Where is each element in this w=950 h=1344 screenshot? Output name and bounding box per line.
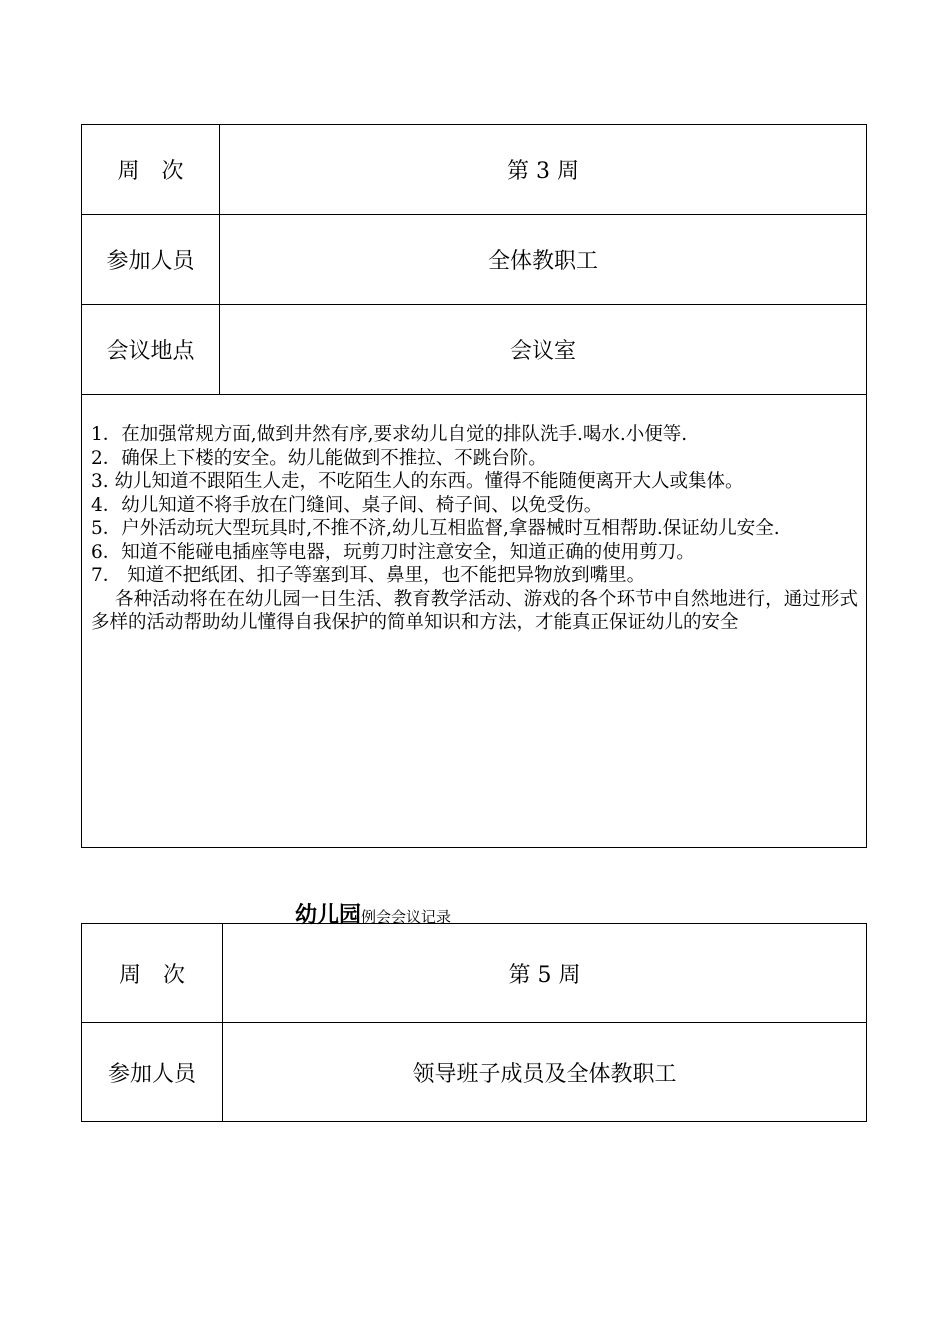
content-item-3: 3. 幼儿知道不跟陌生人走，不吃陌生人的东西。懂得不能随便离开大人或集体。 xyxy=(91,471,744,492)
week-label: 周 次 xyxy=(82,125,220,215)
content-item-6: 6．知道不能碰电插座等电器，玩剪刀时注意安全，知道正确的使用剪刀。 xyxy=(91,541,695,563)
attendees-label: 参加人员 xyxy=(82,215,220,305)
content-item-4: 4．幼儿知道不将手放在门缝间、桌子间、椅子间、以免受伤。 xyxy=(91,494,603,516)
heading-kindergarten: 幼儿园 xyxy=(295,902,362,928)
content-cell xyxy=(82,395,867,848)
attendees-value: 领导班子成员及全体教职工 xyxy=(223,1023,867,1122)
content-item-2: 2．确保上下楼的安全。幼儿能做到不推拉、不跳台阶。 xyxy=(91,447,547,469)
content-row xyxy=(82,395,867,848)
meeting-record-table-week-3 xyxy=(81,124,867,848)
week-label: 周 次 xyxy=(82,924,223,1023)
location-value: 会议室 xyxy=(220,305,867,395)
meeting-content xyxy=(82,395,866,635)
location-row xyxy=(82,305,867,395)
content-item-5: 5．户外活动玩大型玩具时,不推不济,幼儿互相监督,拿器械时互相帮助.保证幼儿安全. xyxy=(91,518,780,539)
week-row xyxy=(82,125,867,215)
meeting-record-table-week-5 xyxy=(81,923,867,1122)
week-value: 第 5 周 xyxy=(223,924,867,1023)
week-value: 第 3 周 xyxy=(220,125,867,215)
content-item-1: 1．在加强常规方面,做到井然有序,要求幼儿自觉的排队洗手.喝水.小便等. xyxy=(91,424,688,445)
week-row xyxy=(82,924,867,1023)
attendees-label: 参加人员 xyxy=(82,1023,223,1122)
heading-record-title: 例会会议记录 xyxy=(361,908,452,926)
content-item-7: 7． 知道不把纸团、扣子等塞到耳、鼻里，也不能把异物放到嘴里。 xyxy=(91,565,646,586)
attendees-row xyxy=(82,1023,867,1122)
location-label: 会议地点 xyxy=(82,305,220,395)
attendees-value: 全体教职工 xyxy=(220,215,867,305)
attendees-row xyxy=(82,215,867,305)
content-summary: 各种活动将在在幼儿园一日生活、教育教学活动、游戏的各个环节中自然地进行，通过形式多样的活动帮助幼儿懂得自我保护的简单知识和方法，才能真正保证幼儿的安全 xyxy=(91,588,858,633)
